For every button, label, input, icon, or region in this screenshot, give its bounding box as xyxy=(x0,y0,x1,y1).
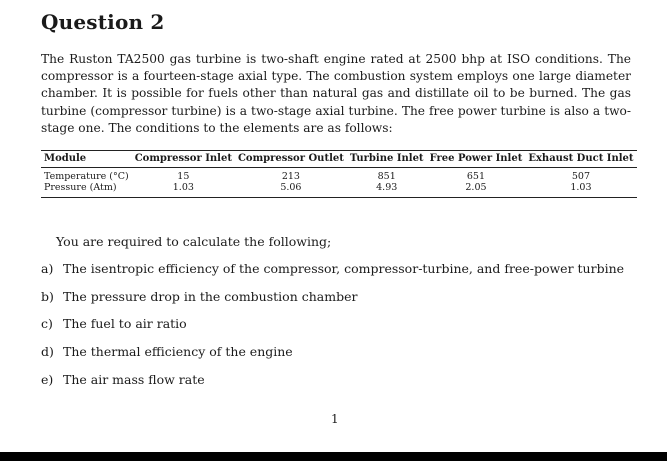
table-cell: 507 xyxy=(571,171,591,182)
table-cell: 213 xyxy=(281,171,300,182)
task-text: The isentropic efficiency of the compressor, compressor-turbine, and free-power turbine xyxy=(63,261,625,276)
question-title: Question 2 xyxy=(41,10,165,34)
table-header-row xyxy=(41,151,637,168)
task-label: a) xyxy=(41,261,54,276)
task-text: The thermal efficiency of the engine xyxy=(63,344,293,359)
tasks-intro: You are required to calculate the following; xyxy=(56,234,332,249)
table-row xyxy=(41,168,637,183)
table-cell: 651 xyxy=(466,171,486,182)
task-item xyxy=(41,316,187,331)
task-label: e) xyxy=(41,372,54,387)
table-row xyxy=(41,183,637,198)
task-label: b) xyxy=(41,289,54,304)
table-header: Exhaust Duct Inlet xyxy=(525,151,636,168)
task-text: The pressure drop in the combustion chamber xyxy=(63,289,358,304)
table-cell: 851 xyxy=(377,171,396,182)
table-cell: 5.06 xyxy=(235,183,347,198)
table-header: Compressor Outlet xyxy=(235,151,347,168)
conditions-table xyxy=(41,150,637,198)
bottom-border-bar xyxy=(0,452,667,461)
table-header: Compressor Inlet xyxy=(132,151,235,168)
task-text: The air mass flow rate xyxy=(63,372,205,387)
table-cell: 1.03 xyxy=(525,183,636,198)
task-item xyxy=(41,261,624,276)
task-label: d) xyxy=(41,344,54,359)
task-item xyxy=(41,372,205,387)
table-header: Turbine Inlet xyxy=(347,151,427,168)
question-paragraph: The Ruston TA2500 gas turbine is two-shaft engine rated at 2500 bhp at ISO conditions. The compressor is a fourteen-stage axial type. The combustion system employs one large diameter chamber. It is possible for fuels other than natural gas and distillate oil to be burned. The gas turbine (compressor turbine) is a two-stage axial turbine. The free power turbine is also a two-stage one. The conditions to the elements are as follows: xyxy=(41,52,631,135)
table-cell: 2.05 xyxy=(427,183,526,198)
task-item xyxy=(41,344,293,359)
page-number: 1 xyxy=(331,412,339,426)
task-text: The fuel to air ratio xyxy=(63,316,187,331)
table-cell: 4.93 xyxy=(347,183,427,198)
table-cell: Temperature (°C) xyxy=(44,171,129,182)
table-cell: 1.03 xyxy=(132,183,235,198)
task-item xyxy=(41,289,357,304)
table-cell: 15 xyxy=(177,171,190,182)
task-label: c) xyxy=(41,316,53,331)
table-header: Module xyxy=(41,151,132,168)
table-header: Free Power Inlet xyxy=(427,151,526,168)
table-cell: Pressure (Atm) xyxy=(41,183,132,198)
